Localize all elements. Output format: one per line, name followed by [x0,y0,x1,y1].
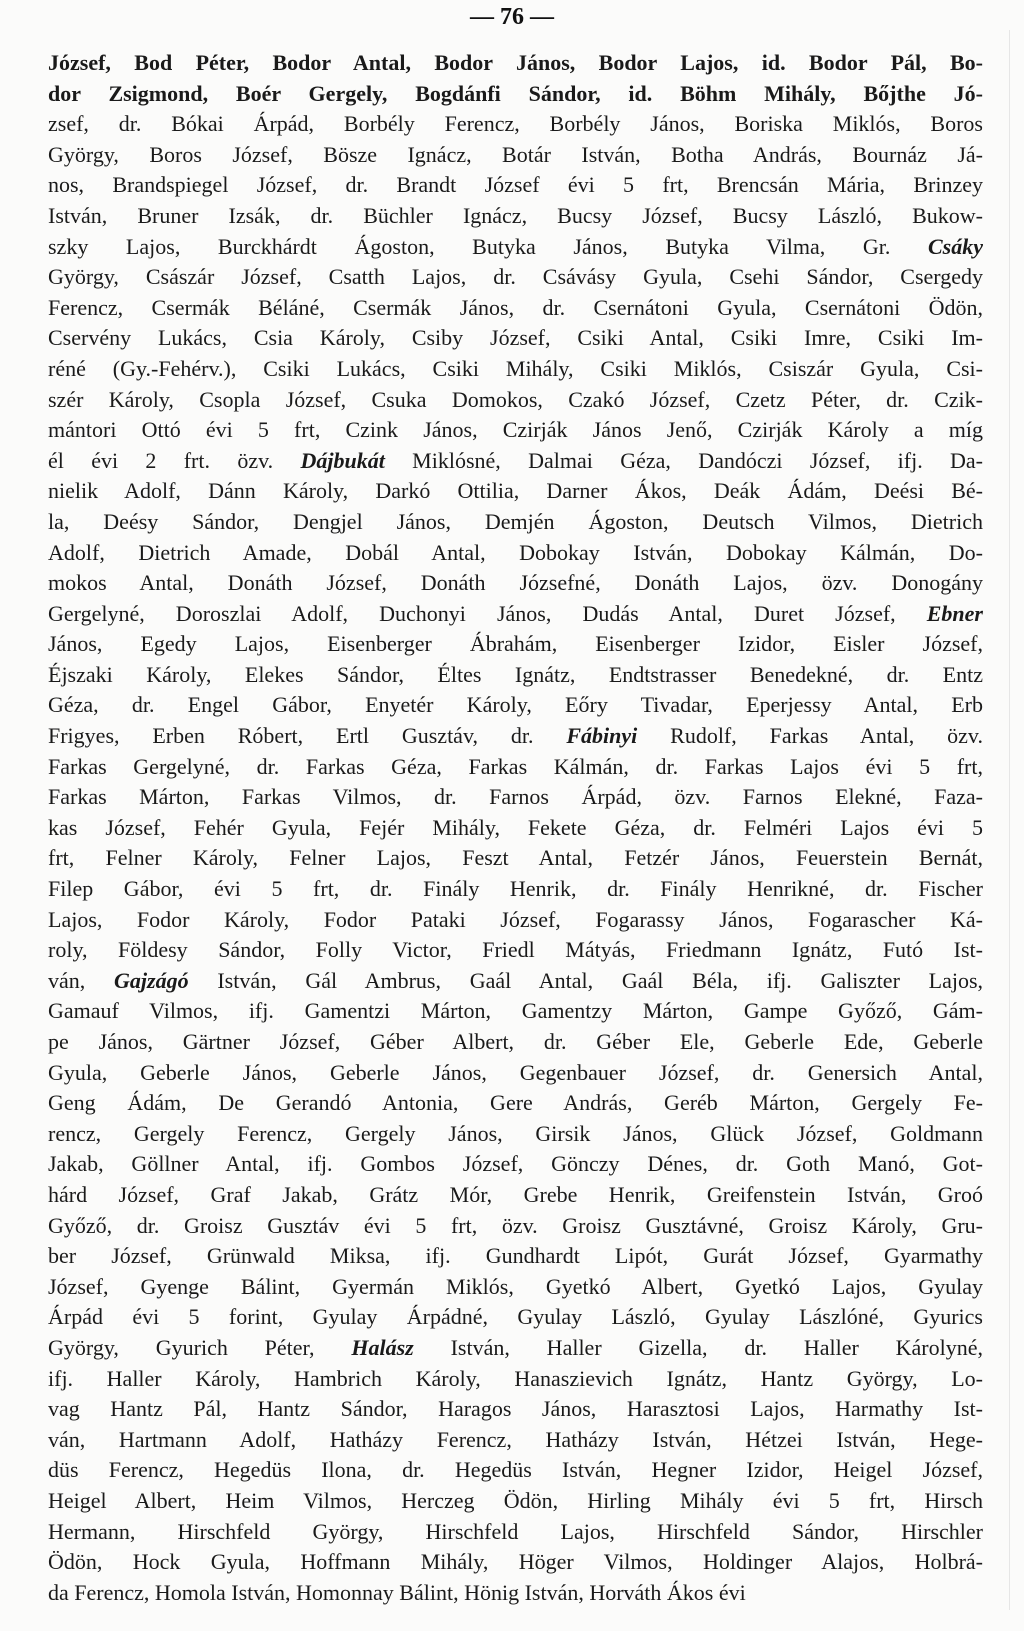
line-text: Gergelyné, Doroszlai Adolf, Duchonyi János, Dudás Antal, Duret József, [48,600,896,626]
line-text: Ferencz, Csermák Béláné, Csermák János, dr. Csernátoni Gyula, Csernátoni Ödön, [48,294,983,320]
line-text: hárd József, Graf Jakab, Grátz Mór, Grebe Henrik, Greifenstein István, Groó [48,1181,983,1207]
text-line [48,1547,983,1578]
text-line [48,752,983,783]
text-line [48,629,983,660]
text-line [48,140,983,171]
page-edge-shadow [1009,30,1010,1610]
line-text-before: ván, [48,967,115,993]
line-text: Győző, dr. Groisz Gusztáv évi 5 frt, özv. Groisz Gusztávné, Groisz Károly, Gru- [48,1212,983,1238]
line-text: Geng Ádám, De Gerandó Antonia, Gere András, Geréb Márton, Gergely Fe- [48,1090,983,1116]
line-text: György, Császár József, Csatth Lajos, dr. Csávásy Gyula, Csehi Sándor, Csergedy [48,264,983,290]
text-line [48,782,983,813]
text-line [48,323,983,354]
line-text-before: György, Gyurich Péter, [48,1334,352,1360]
text-line [48,1149,983,1180]
text-line [48,996,983,1027]
text-line [48,79,983,110]
text-line [48,476,983,507]
text-line [48,262,983,293]
text-line [48,1578,983,1609]
line-text: rencz, Gergely Ferencz, Gergely János, Girsik János, Glück József, Goldmann [48,1120,983,1146]
line-text: József, Gyenge Bálint, Gyermán Miklós, Gyetkó Albert, Gyetkó Lajos, Gyulay [48,1273,983,1299]
line-text: nos, Brandspiegel József, dr. Brandt József évi 5 frt, Brencsán Mária, Brinzey [48,172,983,198]
line-text: József, Bod Péter, Bodor Antal, Bodor János, Bodor Lajos, id. Bodor Pál, Bo- [48,50,983,75]
line-text: István, Haller Gizella, dr. Haller Károlyné, [413,1334,983,1360]
line-text: Rudolf, Farkas Antal, özv. [637,723,983,749]
line-text: réné (Gy.-Fehérv.), Csiki Lukács, Csiki Mihály, Csiki Miklós, Csiszár Gyula, Csi- [48,355,983,381]
text-line [48,293,983,324]
emphasized-name: Csáky [890,233,983,259]
text-line [48,1425,983,1456]
line-text: Miklósné, Dalmai Géza, Dandóczi József, ifj. Da- [384,447,983,473]
name-list-text [48,48,983,1608]
text-line [48,843,983,874]
line-text-before: Frigyes, Erben Róbert, Ertl Gusztáv, dr. [48,723,567,749]
emphasized-name: Ebner [895,600,983,626]
emphasized-name: Dájbukát [300,447,385,473]
line-text: mokos Antal, Donáth József, Donáth Józsefné, Donáth Lajos, özv. Donogány [48,570,983,596]
text-line [48,905,983,936]
line-text: Hermann, Hirschfeld György, Hirschfeld Lajos, Hirschfeld Sándor, Hirschler [48,1518,983,1544]
line-text: düs Ferencz, Hegedüs Ilona, dr. Hegedüs István, Hegner Izidor, Heigel József, [48,1457,983,1483]
text-line [48,874,983,905]
line-text: mántori Ottó évi 5 frt, Czink János, Czirják János Jenő, Czirják Károly a míg [48,417,983,443]
line-text: Farkas Gergelyné, dr. Farkas Géza, Farkas Kálmán, dr. Farkas Lajos évi 5 frt, [48,753,983,779]
text-line [48,415,983,446]
text-line [48,1211,983,1242]
text-line [48,1272,983,1303]
line-text: ifj. Haller Károly, Hambrich Károly, Hanaszievich Ignátz, Hantz György, Lo- [48,1365,983,1391]
page-number: — 76 — [470,4,554,30]
line-text: da Ferencz, Homola István, Homonnay Bálint, Hönig István, Horváth Ákos évi [48,1579,746,1605]
text-line [48,446,983,477]
line-text: János, Egedy Lajos, Eisenberger Ábrahám, Eisenberger Izidor, Eisler József, [48,631,983,657]
text-line [48,48,983,79]
text-line [48,660,983,691]
line-text: Lajos, Fodor Károly, Fodor Pataki József, Fogarassy János, Fogarascher Ká- [48,906,983,932]
text-line [48,1119,983,1150]
line-text: kas József, Fehér Gyula, Fejér Mihály, Fekete Géza, dr. Felméri Lajos évi 5 [48,814,983,840]
line-text: la, Deésy Sándor, Dengjel János, Demjén Ágoston, Deutsch Vilmos, Dietrich [48,508,983,534]
emphasized-name: Gajzágó [114,967,189,993]
line-text: István, Gál Ambrus, Gaál Antal, Gaál Béla, ifj. Galiszter Lajos, [188,967,983,993]
line-text: szky Lajos, Burckhárdt Ágoston, Butyka János, Butyka Vilma, Gr. [48,233,891,259]
line-text: ván, Hartmann Adolf, Hatházy Ferencz, Hatházy István, Hétzei István, Hege- [48,1426,983,1452]
text-line [48,1302,983,1333]
text-line [48,1027,983,1058]
line-text: Gamauf Vilmos, ifj. Gamentzi Márton, Gamentzy Márton, Gampe Győző, Gám- [48,998,983,1024]
text-line [48,1180,983,1211]
line-text: vag Hantz Pál, Hantz Sándor, Haragos János, Harasztosi Lajos, Harmathy Ist- [48,1396,983,1422]
line-text: István, Bruner Izsák, dr. Büchler Ignácz, Bucsy József, Bucsy László, Bukow- [48,202,983,228]
line-text: zsef, dr. Bókai Árpád, Borbély Ferencz, Borbély János, Boriska Miklós, Boros [48,111,983,137]
line-text: frt, Felner Károly, Felner Lajos, Feszt Antal, Fetzér János, Feuerstein Bernát, [48,845,983,871]
line-text: ber József, Grünwald Miksa, ifj. Gundhardt Lipót, Gurát József, Gyarmathy [48,1243,983,1269]
text-line [48,1455,983,1486]
line-text-before: él évi 2 frt. özv. [48,447,301,473]
text-line [48,170,983,201]
line-text: Heigel Albert, Heim Vilmos, Herczeg Ödön, Hirling Mihály évi 5 frt, Hirsch [48,1487,983,1513]
line-text: Jakab, Göllner Antal, ifj. Gombos József, Gönczy Dénes, dr. Goth Manó, Got- [48,1151,983,1177]
emphasized-name: Halász [351,1334,414,1360]
line-text: Cservény Lukács, Csia Károly, Csiby József, Csiki Antal, Csiki Imre, Csiki Im- [48,325,983,351]
line-text: szér Károly, Csopla József, Csuka Domokos, Czakó József, Czetz Péter, dr. Czik- [48,386,983,412]
line-text: Éjszaki Károly, Elekes Sándor, Éltes Ignátz, Endtstrasser Benedekné, dr. Entz [48,661,983,687]
text-line [48,385,983,416]
text-line [48,232,983,263]
line-text: Árpád évi 5 forint, Gyulay Árpádné, Gyulay László, Gyulay Lászlóné, Gyurics [48,1304,983,1330]
text-line [48,1394,983,1425]
emphasized-name: Fábinyi [566,723,638,749]
text-line [48,1486,983,1517]
text-line [48,813,983,844]
text-line [48,721,983,752]
text-line [48,690,983,721]
text-line [48,568,983,599]
line-text: roly, Földesy Sándor, Folly Victor, Friedl Mátyás, Friedmann Ignátz, Futó Ist- [48,937,983,963]
text-line [48,1333,983,1364]
line-text: Gyula, Geberle János, Geberle János, Gegenbauer József, dr. Genersich Antal, [48,1059,983,1085]
text-line [48,599,983,630]
text-line [48,538,983,569]
text-line [48,935,983,966]
text-line [48,1058,983,1089]
text-line [48,1364,983,1395]
line-text: Adolf, Dietrich Amade, Dobál Antal, Dobokay István, Dobokay Kálmán, Do- [48,539,983,565]
line-text: Filep Gábor, évi 5 frt, dr. Finály Henrik, dr. Finály Henrikné, dr. Fischer [48,876,983,902]
line-text: pe János, Gärtner József, Géber Albert, dr. Géber Ele, Geberle Ede, Geberle [48,1029,983,1054]
line-text: Géza, dr. Engel Gábor, Enyetér Károly, Eőry Tivadar, Eperjessy Antal, Erb [48,692,983,718]
line-text: György, Boros József, Bösze Ignácz, Botár István, Botha András, Bournáz Já- [48,141,983,167]
line-text: Farkas Márton, Farkas Vilmos, dr. Farnos Árpád, özv. Farnos Elekné, Faza- [48,784,983,810]
text-line [48,354,983,385]
text-line [48,1241,983,1272]
text-line [48,1517,983,1548]
text-line [48,109,983,140]
line-text: Ödön, Hock Gyula, Hoffmann Mihály, Höger Vilmos, Holdinger Alajos, Holbrá- [48,1549,983,1575]
text-line [48,201,983,232]
text-line [48,1088,983,1119]
text-line [48,966,983,997]
line-text: dor Zsigmond, Boér Gergely, Bogdánfi Sándor, id. Böhm Mihály, Bőjthe Jó- [48,80,983,106]
text-line [48,507,983,538]
line-text: nielik Adolf, Dánn Károly, Darkó Ottilia, Darner Ákos, Deák Ádám, Deési Bé- [48,478,983,504]
